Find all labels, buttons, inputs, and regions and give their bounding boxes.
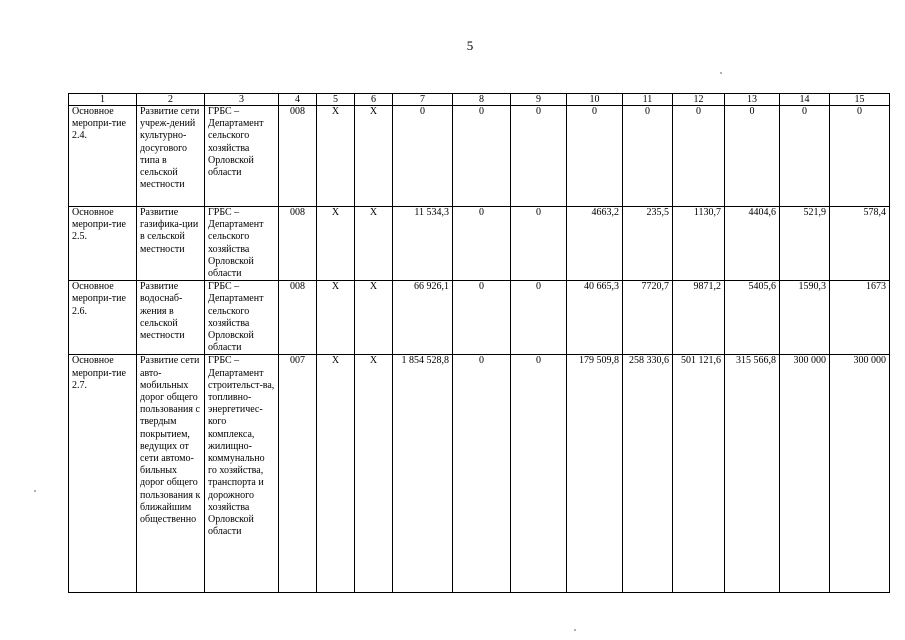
code-cell: 007: [279, 355, 317, 593]
column-header: 1: [69, 94, 137, 106]
table-row: [69, 207, 890, 281]
value-cell: 0: [453, 106, 511, 207]
value-cell: 235,5: [623, 207, 673, 281]
table-row: [69, 355, 890, 593]
value-cell: 0: [623, 106, 673, 207]
name-cell: Развитие сети авто-мобильных дорог общего пользования с твердым покрытием, ведущих от сети автомо-бильных дорог общего пользования к ближайшим общественно: [137, 355, 205, 593]
value-cell: 4404,6: [725, 207, 780, 281]
value-cell: 0: [511, 355, 567, 593]
value-cell: 1590,3: [780, 281, 830, 355]
column-header: 4: [279, 94, 317, 106]
budget-table: [68, 93, 890, 593]
value-cell: 300 000: [780, 355, 830, 593]
column-header: 10: [567, 94, 623, 106]
value-cell: 0: [830, 106, 890, 207]
value-cell: 501 121,6: [673, 355, 725, 593]
grbs-cell: ГРБС – Департамент строительст-ва, топливно-энергетичес-кого комплекса, жилищно-коммунально го хозяйства, транспорта и дорожного хозяйства Орловской области: [205, 355, 279, 593]
grbs-cell: ГРБС – Департамент сельского хозяйства Орловской области: [205, 207, 279, 281]
value-cell: 40 665,3: [567, 281, 623, 355]
column-header: 7: [393, 94, 453, 106]
value-cell: 0: [511, 207, 567, 281]
value-cell: 0: [567, 106, 623, 207]
col6-cell: X: [355, 207, 393, 281]
table-row: [69, 281, 890, 355]
table-row: [69, 106, 890, 207]
value-cell: 0: [780, 106, 830, 207]
table-header-row: [69, 94, 890, 106]
col5-cell: X: [317, 281, 355, 355]
value-cell: 179 509,8: [567, 355, 623, 593]
column-header: 6: [355, 94, 393, 106]
column-header: 11: [623, 94, 673, 106]
column-header: 13: [725, 94, 780, 106]
scan-speck: [34, 490, 36, 492]
column-header: 8: [453, 94, 511, 106]
col5-cell: X: [317, 355, 355, 593]
column-header: 15: [830, 94, 890, 106]
scan-speck: [574, 629, 576, 631]
event-cell: Основное меропри-тие 2.4.: [69, 106, 137, 207]
name-cell: Развитие газифика-ции в сельской местности: [137, 207, 205, 281]
col6-cell: X: [355, 355, 393, 593]
col5-cell: X: [317, 207, 355, 281]
column-header: 5: [317, 94, 355, 106]
code-cell: 008: [279, 106, 317, 207]
value-cell: 7720,7: [623, 281, 673, 355]
value-cell: 521,9: [780, 207, 830, 281]
value-cell: 66 926,1: [393, 281, 453, 355]
value-cell: 315 566,8: [725, 355, 780, 593]
event-cell: Основное меропри-тие 2.7.: [69, 355, 137, 593]
grbs-cell: ГРБС – Департамент сельского хозяйства Орловской области: [205, 281, 279, 355]
column-header: 3: [205, 94, 279, 106]
grbs-cell: ГРБС – Департамент сельского хозяйства Орловской области: [205, 106, 279, 207]
value-cell: 5405,6: [725, 281, 780, 355]
value-cell: 300 000: [830, 355, 890, 593]
col6-cell: X: [355, 281, 393, 355]
column-header: 2: [137, 94, 205, 106]
scan-speck: [720, 72, 722, 74]
value-cell: 0: [393, 106, 453, 207]
name-cell: Развитие сети учреж-дений культурно-досугового типа в сельской местности: [137, 106, 205, 207]
value-cell: 11 534,3: [393, 207, 453, 281]
event-cell: Основное меропри-тие 2.5.: [69, 207, 137, 281]
value-cell: 0: [453, 281, 511, 355]
value-cell: 0: [725, 106, 780, 207]
value-cell: 578,4: [830, 207, 890, 281]
value-cell: 0: [673, 106, 725, 207]
value-cell: 258 330,6: [623, 355, 673, 593]
value-cell: 1673: [830, 281, 890, 355]
column-header: 14: [780, 94, 830, 106]
col5-cell: X: [317, 106, 355, 207]
column-header: 12: [673, 94, 725, 106]
value-cell: 0: [511, 106, 567, 207]
event-cell: Основное меропри-тие 2.6.: [69, 281, 137, 355]
code-cell: 008: [279, 207, 317, 281]
column-header: 9: [511, 94, 567, 106]
name-cell: Развитие водоснаб-жения в сельской местности: [137, 281, 205, 355]
value-cell: 0: [453, 207, 511, 281]
value-cell: 1 854 528,8: [393, 355, 453, 593]
value-cell: 0: [453, 355, 511, 593]
page-number: 5: [466, 38, 474, 53]
value-cell: 1130,7: [673, 207, 725, 281]
code-cell: 008: [279, 281, 317, 355]
value-cell: 4663,2: [567, 207, 623, 281]
value-cell: 0: [511, 281, 567, 355]
value-cell: 9871,2: [673, 281, 725, 355]
col6-cell: X: [355, 106, 393, 207]
